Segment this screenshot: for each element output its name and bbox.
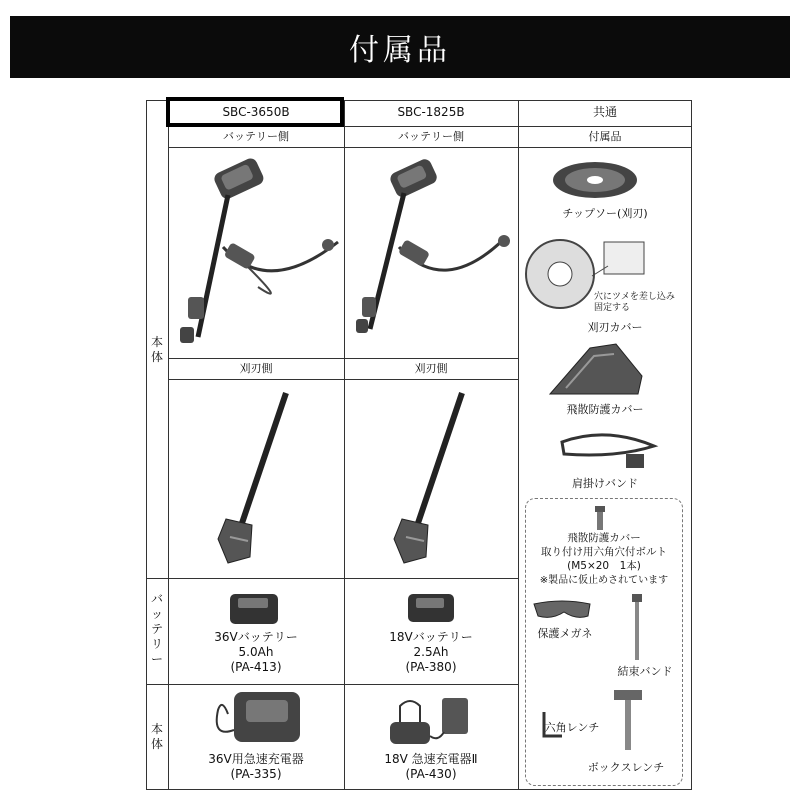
shaft-illustration [168, 379, 344, 578]
side-label-body: 本 体 [150, 335, 163, 364]
chipsaw-label: チップソー(刈刃) [562, 207, 648, 220]
battery-18v-icon [406, 588, 456, 626]
subheader-blade-side-1: 刈刃側 [239, 362, 273, 375]
subheader-battery-side-1: バッテリー側 [223, 130, 289, 143]
subheader-accessories: 付属品 [588, 130, 622, 143]
header-common: 共通 [592, 105, 617, 119]
subheader-blade-side-2: 刈刃側 [414, 362, 448, 375]
charger-18v-label: 18V 急速充電器Ⅱ (PA-430) [384, 752, 478, 781]
bolt-icon [594, 506, 606, 532]
page-title: 付属品 [349, 33, 451, 68]
guard-icon [546, 340, 646, 398]
highlight-box [166, 97, 344, 127]
hex-wrench-label: 六角レンチ [544, 721, 600, 734]
divider [518, 147, 692, 148]
chipsaw-icon [550, 158, 640, 202]
header-sbc3650b: SBC-3650B [222, 105, 290, 119]
trimmer-handle-illustration [344, 147, 518, 358]
charger-36v-icon [208, 690, 304, 748]
divider [146, 578, 518, 579]
charger-36v-label: 36V用急速充電器 (PA-335) [208, 752, 304, 781]
bolt-note: ※製品に仮止めされています [539, 575, 669, 586]
subheader-battery-side-2: バッテリー側 [398, 130, 464, 143]
battery-36v-icon [228, 588, 280, 628]
blade-cover-note: 穴にツメを差し込み 固定する [594, 292, 675, 313]
charger-18v-icon [384, 692, 476, 750]
glasses-icon [532, 598, 592, 622]
side-label-battery: バ ッ テ リ ー [150, 592, 163, 666]
divider [518, 100, 519, 790]
header-sbc1825b: SBC-1825B [397, 105, 465, 119]
cable-tie-icon [630, 594, 644, 662]
cable-tie-label: 結束バンド [617, 665, 673, 678]
trimmer-handle-illustration [168, 147, 344, 358]
box-wrench-label: ボックスレンチ [587, 761, 665, 774]
bolt-label: 飛散防護カバー 取り付け用六角穴付ボルト (M5×20 1本) [541, 532, 667, 572]
shoulder-band-label: 肩掛けバンド [572, 477, 638, 490]
shaft-illustration [344, 379, 518, 578]
glasses-label: 保護メガネ [537, 627, 593, 640]
box-wrench-icon [614, 690, 644, 752]
guard-label: 飛散防護カバー [566, 403, 644, 416]
battery-36v-label: 36Vバッテリー 5.0Ah (PA-413) [214, 630, 298, 674]
shoulder-band-icon [556, 424, 660, 476]
side-label-body: 本 体 [150, 722, 163, 751]
divider [146, 684, 518, 685]
blade-cover-label: 刈刃カバー [587, 321, 643, 334]
battery-18v-label: 18Vバッテリー 2.5Ah (PA-380) [389, 630, 473, 674]
title-banner [10, 16, 790, 78]
